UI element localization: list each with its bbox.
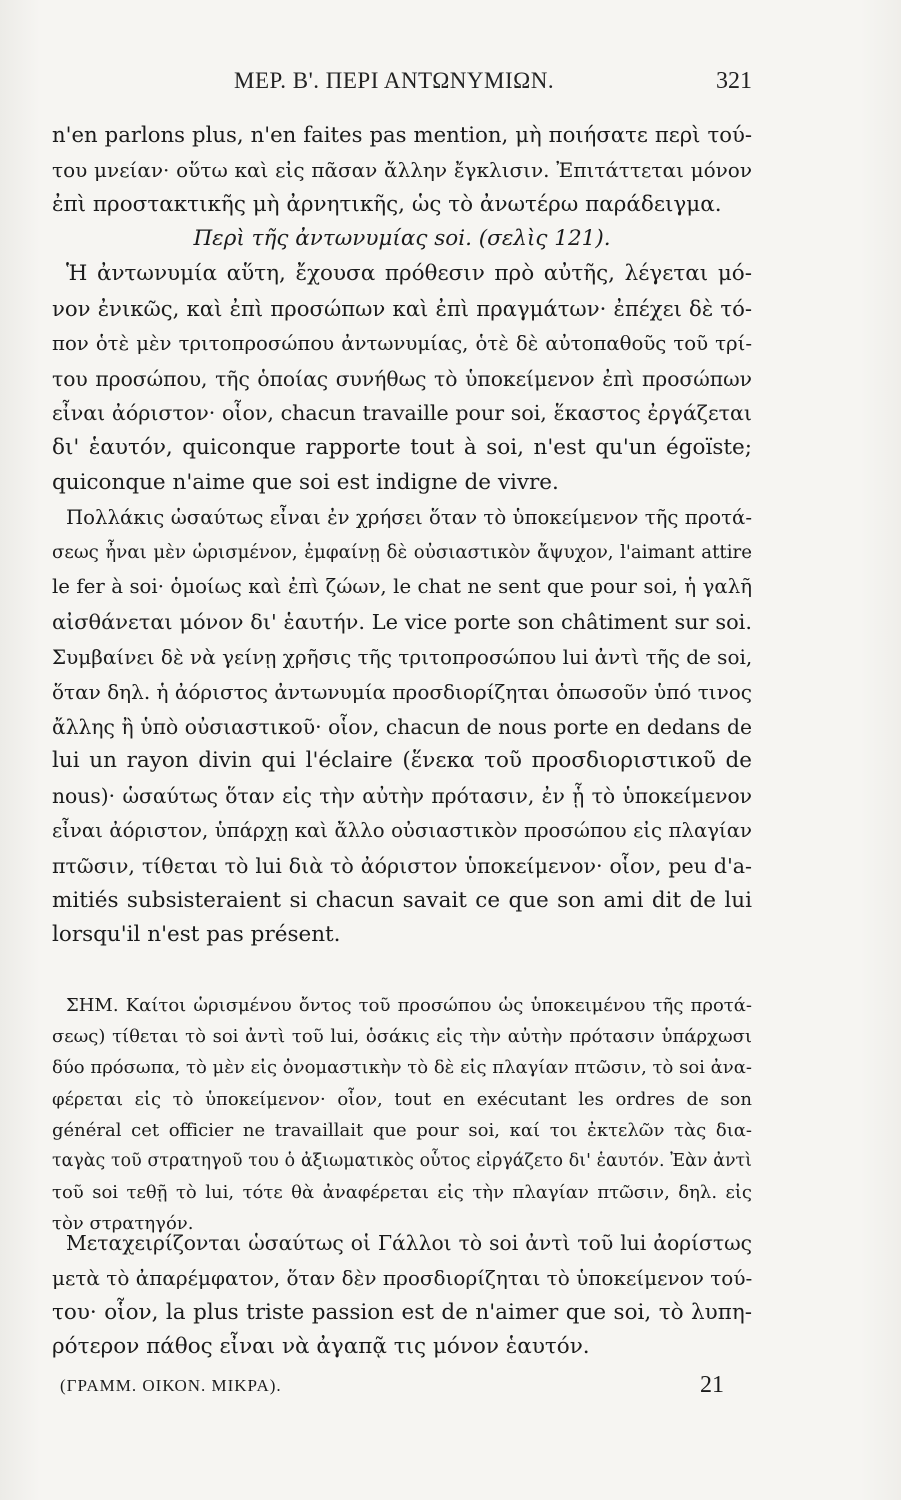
text-line: σεως ἦναι μὲν ὡρισμένον, ἐμφαίνῃ δὲ οὐσιαστικὸν ἄψυχον, l'aimant attire <box>52 541 752 563</box>
header-title: ΜΕΡ. Β'. ΠΕΡΙ ΑΝΤΩΝΥΜΙΩΝ. <box>234 68 555 93</box>
text-line: νον ἐνικῶς, καὶ ἐπὶ προσώπων καὶ ἐπὶ πραγμάτων· ἐπέχει δὲ τό- <box>52 295 752 321</box>
note-line: δύο πρόσωπα, τὸ μὲν εἰς ὀνομαστικὴν τὸ δὲ εἰς πλαγίαν πτῶσιν, τὸ soi ἀνα- <box>52 1057 752 1079</box>
text-line: ἄλλης ἢ ὑπὸ οὐσιαστικοῦ· οἷον, chacun de nous porte en dedans de <box>52 714 752 739</box>
text-line: του· οἷον, la plus triste passion est de n'aimer que soi, τὸ λυπη- <box>52 1299 752 1325</box>
note-line: φέρεται εἰς τὸ ὑποκείμενον· οἷον, tout en exécutant les ordres de son <box>52 1088 752 1110</box>
text-line: του μνείαν· οὕτω καὶ εἰς πᾶσαν ἄλλην ἔγκλισιν. Ἐπιτάττεται μόνον <box>52 157 752 182</box>
text-line: εἶναι ἀόριστον· οἷον, chacun travaille pour soi, ἕκαστος ἐργάζεται <box>52 401 752 426</box>
text-line: mitiés subsisteraient si chacun savait ce que son ami dit de lui <box>52 887 752 913</box>
note-line: général cet officier ne travaillait que pour soi, καί τοι ἐκτελῶν τὰς δια- <box>52 1119 752 1141</box>
section-heading: Περὶ τῆς ἀντωνυμίας soi. (σελὶς 121). <box>193 226 611 252</box>
note-line: ταγὰς τοῦ στρατηγοῦ του ὁ ἀξιωματικὸς οὗτος εἰργάζετο δι' ἑαυτόν. Ἐὰν ἀντὶ <box>52 1150 752 1171</box>
footer-signature: (ΓΡΑΜΜ. ΟΙΚΟΝ. ΜΙΚΡΑ). <box>60 1376 282 1395</box>
text-line: n'en parlons plus, n'en faites pas mention, μὴ ποιήσατε περὶ τού- <box>52 122 752 147</box>
final-paragraph <box>52 1226 752 1365</box>
note-line: τοῦ soi τεθῇ τὸ lui, τότε θὰ ἀναφέρεται εἰς τὴν πλαγίαν πτῶσιν, δηλ. εἰς <box>52 1182 752 1204</box>
text-line: Πολλάκις ὡσαύτως εἶναι ἐν χρήσει ὅταν τὸ ὑποκείμενον τῆς προτά- <box>66 505 752 529</box>
text-line: ρότερον πάθος εἶναι νὰ ἀγαπᾷ τις μόνον ἑαυτόν. <box>52 1334 590 1360</box>
text-line: Συμβαίνει δὲ νὰ γείνῃ χρῆσις τῆς τριτοπροσώπου lui ἀντὶ τῆς de soi, <box>52 644 753 669</box>
text-line: Μεταχειρίζονται ὡσαύτως οἱ Γάλλοι τὸ soi ἀντὶ τοῦ lui ἀορίστως <box>66 1231 752 1255</box>
note-line: σεως) τίθεται τὸ soi ἀντὶ τοῦ lui, ὁσάκις εἰς τὴν αὐτὴν πρότασιν ὑπάρχωσι <box>52 1026 752 1048</box>
page-footer <box>60 1372 752 1410</box>
text-line: δι' ἑαυτόν, quiconque rapporte tout à soi, n'est qu'un égoïste; <box>52 435 752 461</box>
running-header <box>52 68 752 108</box>
text-line: lorsqu'il n'est pas présent. <box>52 922 341 948</box>
sheet-number: 21 <box>700 1372 724 1398</box>
text-line: εἶναι ἀόριστον, ὑπάρχῃ καὶ ἄλλο οὐσιαστικὸν προσώπου εἰς πλαγίαν <box>52 818 752 842</box>
note-line: τὸν στρατηγόν. <box>52 1213 194 1235</box>
text-line: μετὰ τὸ ἀπαρέμφατον, ὅταν δὲν προσδιορίζηται τὸ ὑποκείμενον τού- <box>52 1265 753 1290</box>
text-line: quiconque n'aime que soi est indigne de vivre. <box>52 469 559 495</box>
page-number: 321 <box>716 68 752 94</box>
text-line: Ἡ ἀντωνυμία αὕτη, ἔχουσα πρόθεσιν πρὸ αὐτῆς, λέγεται μό- <box>66 261 752 287</box>
main-text <box>52 118 752 953</box>
text-line: ἐπὶ προστακτικῆς μὴ ἀρνητικῆς, ὡς τὸ ἀνωτέρω παράδειγμα. <box>52 191 722 217</box>
text-line: αἰσθάνεται μόνον δι' ἑαυτήν. Le vice porte son châtiment sur soi. <box>52 610 752 635</box>
footnote-remark <box>52 990 752 1240</box>
text-line: πτῶσιν, τίθεται τὸ lui διὰ τὸ ἀόριστον ὑποκείμενον· οἷον, peu d'a- <box>52 853 752 878</box>
text-line: le fer à soi· ὁμοίως καὶ ἐπὶ ζώων, le chat ne sent que pour soi, ἡ γαλῆ <box>52 575 752 599</box>
note-line: ΣΗΜ. Καίτοι ὡρισμένου ὄντος τοῦ προσώπου ὡς ὑποκειμένου τῆς προτά- <box>66 995 752 1016</box>
text-line: nous)· ὡσαύτως ὅταν εἰς τὴν αὐτὴν πρότασιν, ἐν ᾗ τὸ ὑποκείμενον <box>52 784 752 809</box>
text-line: ὅταν δηλ. ἡ ἀόριστος ἀντωνυμία προσδιορίζηται ὁπωσοῦν ὑπό τινος <box>52 679 752 704</box>
text-line: lui un rayon divin qui l'éclaire (ἕνεκα τοῦ προσδιοριστικοῦ de <box>52 748 752 774</box>
text-line: πον ὁτὲ μὲν τριτοπροσώπου ἀντωνυμίας, ὁτὲ δὲ αὐτοπαθοῦς τοῦ τρί- <box>52 331 752 355</box>
text-line: του προσώπου, τῆς ὁποίας συνήθως τὸ ὑποκείμενον ἐπὶ προσώπων <box>52 366 752 391</box>
